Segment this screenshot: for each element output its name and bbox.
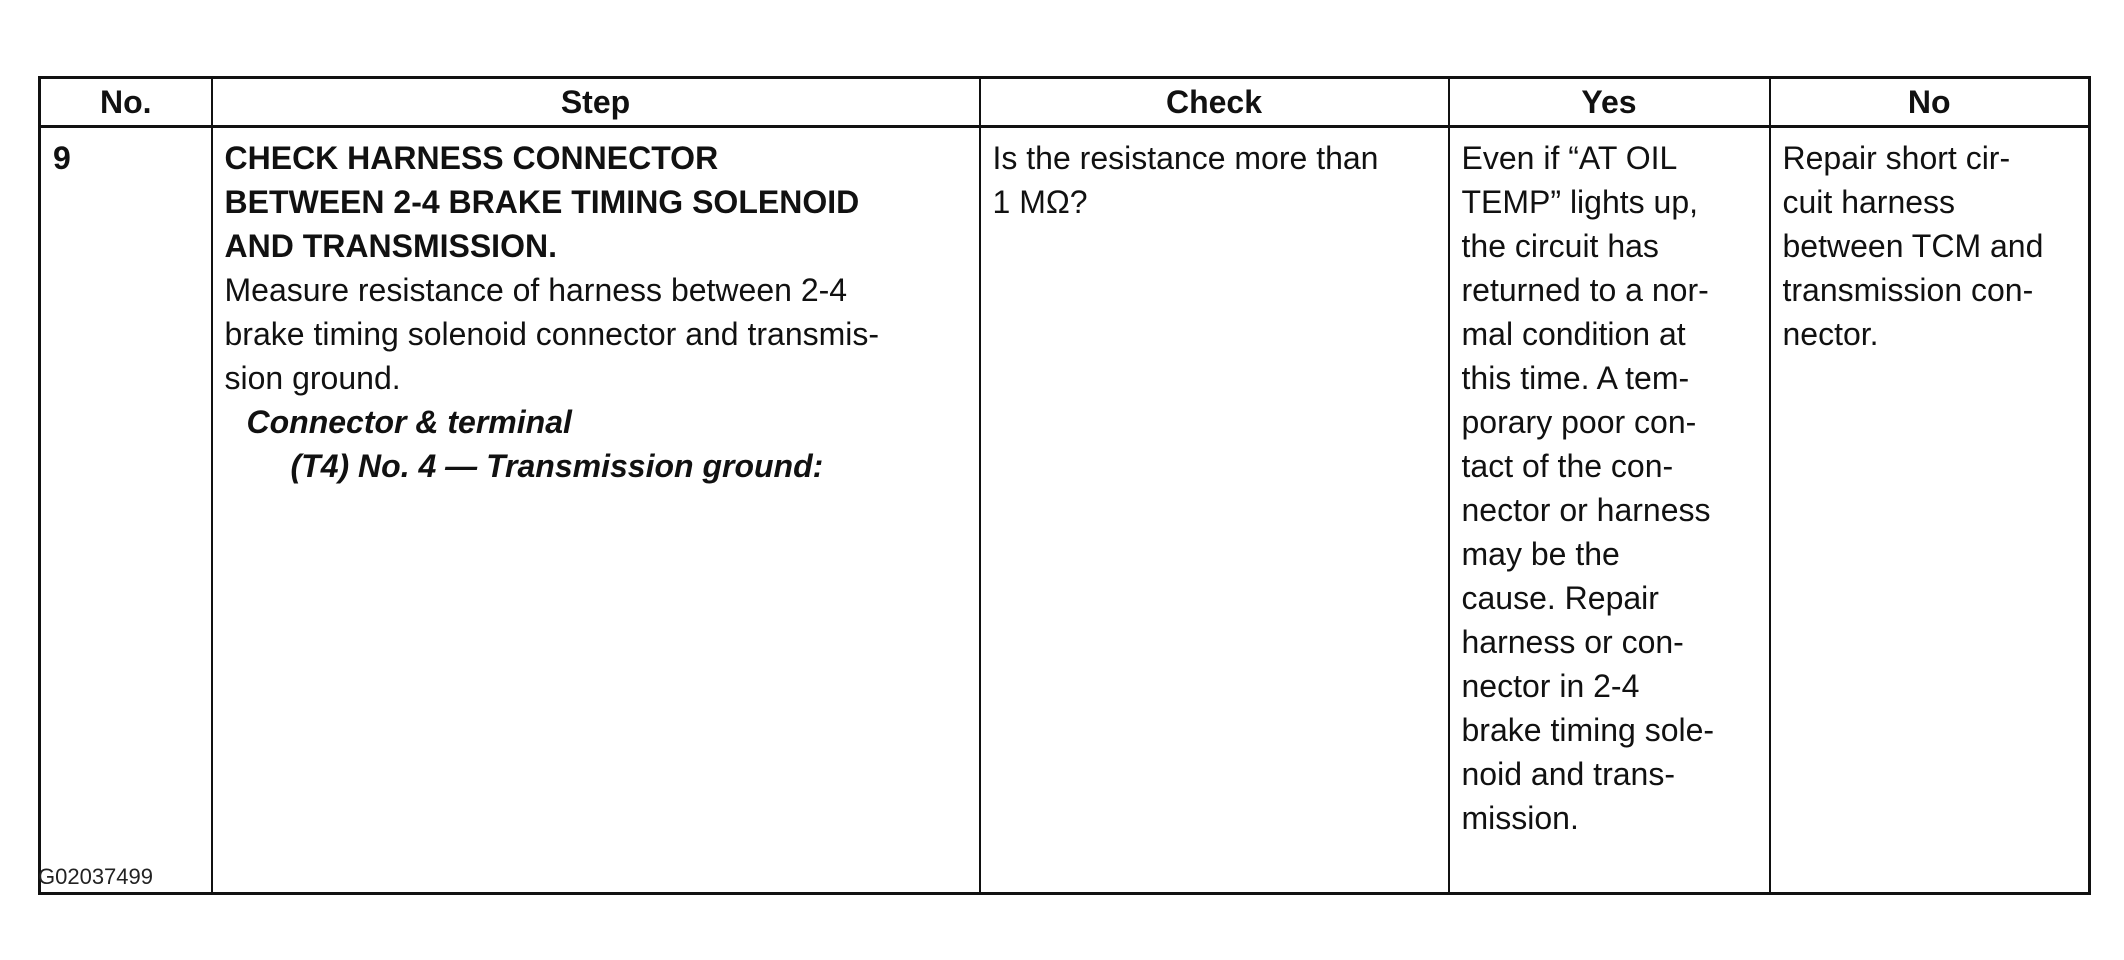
check-text: Is the resistance more than 1 MΩ? — [992, 140, 1379, 220]
check-cell — [980, 127, 1449, 894]
figure-id: G02037499 — [38, 864, 153, 889]
step-cell — [212, 127, 980, 894]
diagnostic-table — [38, 76, 2091, 895]
header-no-result: No — [1770, 78, 2090, 127]
step-number: 9 — [40, 127, 212, 894]
yes-cell — [1449, 127, 1770, 894]
header-check: Check — [980, 78, 1449, 127]
yes-text: Even if “AT OIL TEMP” lights up, the circuit has returned to a nor- mal condition at this time. A tem- porary poor con- tact of the con- nector or harness may be the cause. Repair harness or con- nector in 2-4 brake timing sole- noid and trans- mission. — [1461, 140, 1715, 836]
no-text: Repair short cir- cuit harness between TCM and transmission con- nector. — [1782, 140, 2044, 352]
no-cell — [1770, 127, 2090, 894]
step-instruction: Measure resistance of harness between 2-4 brake timing solenoid connector and transmis- sion ground. — [224, 272, 880, 396]
table-header-row — [40, 78, 2090, 127]
step-title: CHECK HARNESS CONNECTOR BETWEEN 2-4 BRAKE TIMING SOLENOID AND TRANSMISSION. — [224, 140, 860, 264]
header-no: No. — [40, 78, 212, 127]
step-connector-detail: (T4) No. 4 — Transmission ground: — [290, 448, 824, 484]
header-yes: Yes — [1449, 78, 1770, 127]
header-step: Step — [212, 78, 980, 127]
table-row — [40, 127, 2090, 894]
step-connector-heading: Connector & terminal — [246, 404, 572, 440]
